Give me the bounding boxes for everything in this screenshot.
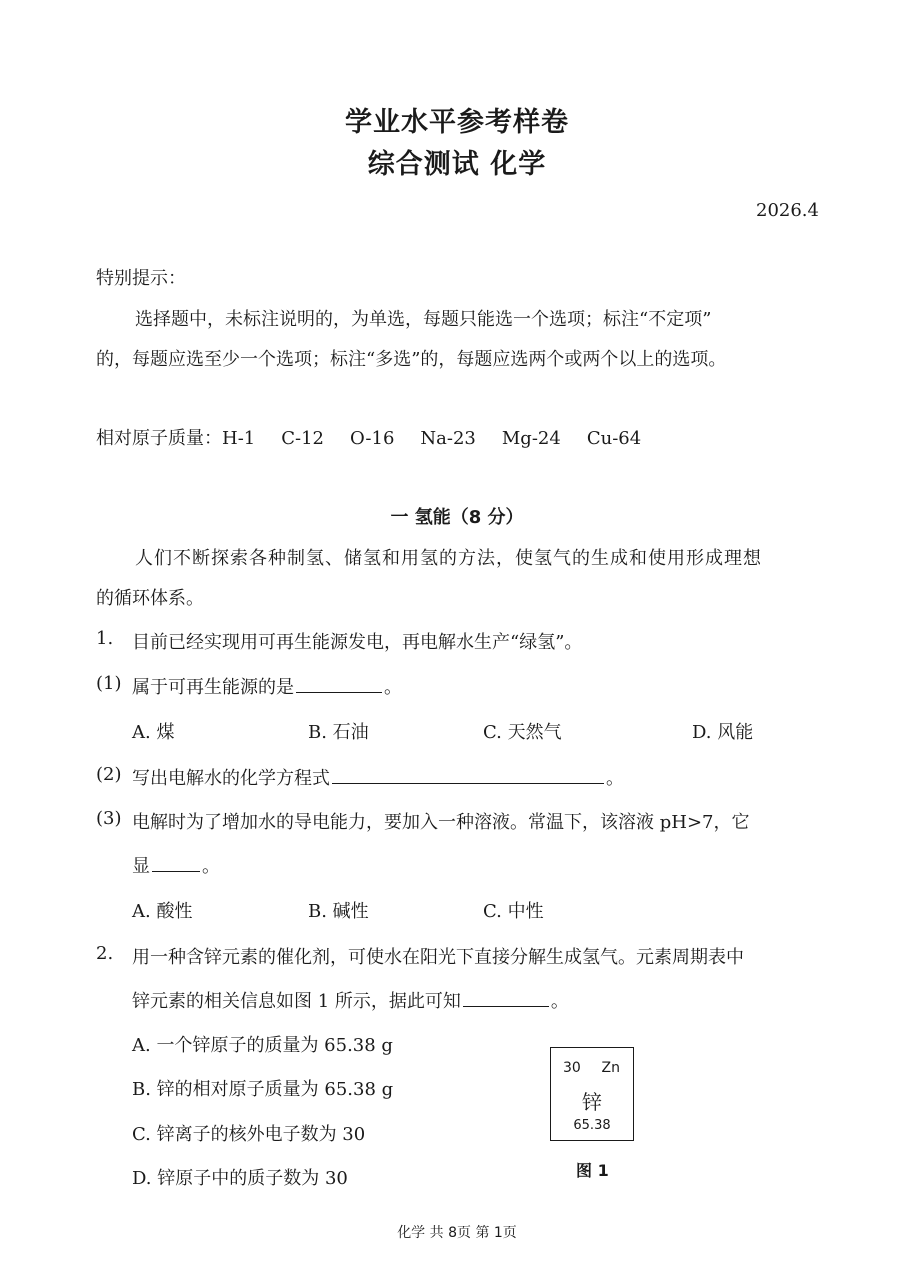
q1-2-number: (2) bbox=[96, 764, 122, 785]
figure-caption: 图 1 bbox=[576, 1161, 609, 1180]
q1-2-end: 。 bbox=[606, 768, 624, 789]
q1-1-option-d[interactable]: D. 风能 bbox=[692, 722, 754, 743]
q1-number: 1. bbox=[96, 628, 114, 649]
atomic-mass-item: Mg-24 bbox=[501, 428, 561, 449]
atomic-number: 30 bbox=[563, 1060, 581, 1076]
q1-1-option-b[interactable]: B. 石油 bbox=[308, 722, 369, 743]
q1-1-number: (1) bbox=[96, 673, 122, 694]
q1-1-option-c[interactable]: C. 天然气 bbox=[483, 722, 562, 743]
q1-1-question bbox=[132, 673, 402, 699]
atomic-mass-item: H-1 bbox=[222, 428, 256, 449]
q1-1-end: 。 bbox=[384, 677, 402, 698]
q1-3-line-1: 电解时为了增加水的导电能力，要加入一种溶液。常温下，该溶液 pH>7，它 bbox=[132, 812, 750, 833]
q1-3-end: 。 bbox=[202, 856, 220, 877]
atomic-mass-item: Cu-64 bbox=[586, 428, 642, 449]
answer-blank[interactable] bbox=[296, 691, 382, 693]
answer-blank[interactable] bbox=[152, 870, 200, 872]
q2-option-d[interactable]: D. 锌原子中的质子数为 30 bbox=[132, 1168, 348, 1189]
q1-3-number: (3) bbox=[96, 808, 122, 829]
q1-1-option-a[interactable]: A. 煤 bbox=[132, 722, 175, 743]
atomic-mass-item: O-16 bbox=[350, 428, 395, 449]
q1-3-option-b[interactable]: B. 碱性 bbox=[308, 901, 369, 922]
q2-line-1: 用一种含锌元素的催化剂，可使水在阳光下直接分解生成氢气。元素周期表中 bbox=[132, 947, 744, 968]
section-heading: 一 氢能（8 分） bbox=[390, 507, 524, 528]
zinc-element-cell bbox=[550, 1047, 634, 1141]
q2-option-b[interactable]: B. 锌的相对原子质量为 65.38 g bbox=[132, 1079, 394, 1100]
atomic-mass-item: C-12 bbox=[281, 428, 324, 449]
relative-atomic-mass: 65.38 bbox=[573, 1118, 611, 1133]
q2-line-2 bbox=[132, 987, 569, 1013]
q1-stem: 目前已经实现用可再生能源发电，再电解水生产“绿氢”。 bbox=[132, 632, 583, 653]
exam-subtitle: 综合测试 化学 bbox=[367, 149, 547, 180]
notice-heading: 特别提示： bbox=[96, 268, 186, 289]
exam-title: 学业水平参考样卷 bbox=[345, 107, 569, 138]
answer-blank[interactable] bbox=[463, 1005, 549, 1007]
element-symbol: Zn bbox=[601, 1060, 620, 1076]
page-footer: 化学 共 8页 第 1页 bbox=[397, 1225, 517, 1241]
q1-3-text: 显 bbox=[132, 856, 150, 877]
section-intro-line-1: 人们不断探索各种制氢、储氢和用氢的方法，使氢气的生成和使用形成理想 bbox=[135, 548, 762, 569]
atomic-mass-label: 相对原子质量： bbox=[96, 428, 222, 449]
section-intro-line-2: 的循环体系。 bbox=[96, 588, 204, 609]
atomic-mass-line bbox=[96, 424, 667, 450]
notice-line-2: 的，每题应选至少一个选项；标注“多选”的，每题应选两个或两个以上的选项。 bbox=[96, 349, 727, 370]
q2-option-c[interactable]: C. 锌离子的核外电子数为 30 bbox=[132, 1124, 366, 1145]
atomic-mass-item: Na-23 bbox=[420, 428, 476, 449]
q2-end: 。 bbox=[550, 991, 569, 1012]
q1-2-question bbox=[132, 764, 624, 790]
q1-3-option-a[interactable]: A. 酸性 bbox=[132, 901, 193, 922]
q1-2-text: 写出电解水的化学方程式 bbox=[132, 768, 330, 789]
exam-date: 2026.4 bbox=[756, 200, 819, 221]
q2-option-a[interactable]: A. 一个锌原子的质量为 65.38 g bbox=[132, 1035, 393, 1056]
element-name: 锌 bbox=[582, 1090, 602, 1114]
q1-3-option-c[interactable]: C. 中性 bbox=[483, 901, 544, 922]
q2-number: 2. bbox=[96, 943, 114, 964]
q1-1-text: 属于可再生能源的是 bbox=[132, 677, 294, 698]
q2-text: 锌元素的相关信息如图 1 所示，据此可知 bbox=[132, 991, 461, 1012]
q1-3-line-2 bbox=[132, 852, 220, 878]
answer-blank[interactable] bbox=[332, 782, 604, 784]
notice-line-1: 选择题中，未标注说明的，为单选，每题只能选一个选项；标注“不定项” bbox=[135, 309, 712, 330]
